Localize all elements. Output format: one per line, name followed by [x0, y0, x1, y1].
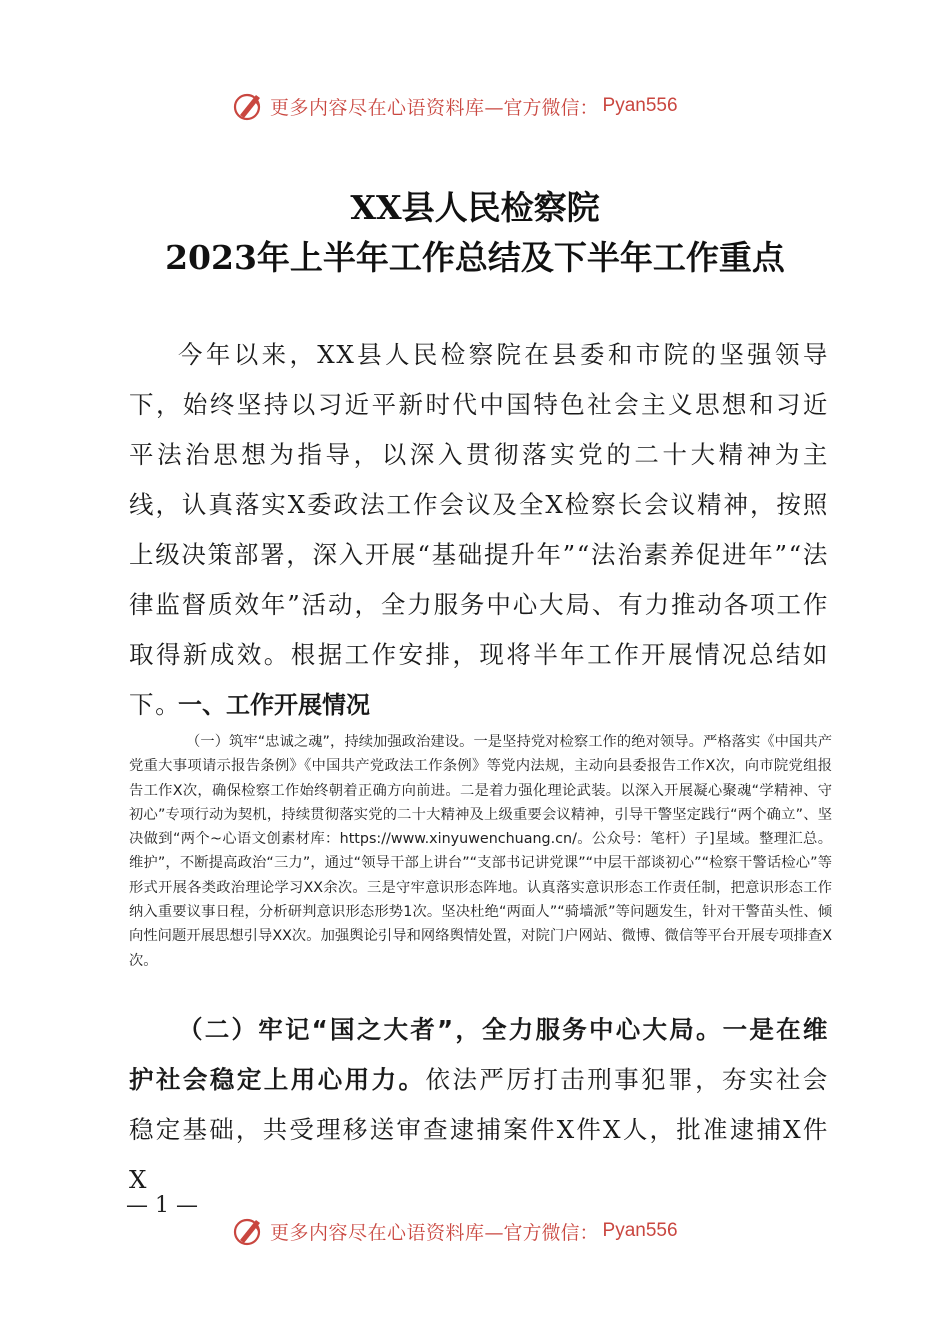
watermark-tail: —官方微信：	[484, 96, 599, 119]
watermark-text: 更多内容尽在心语资料库	[270, 96, 485, 119]
paragraph-2-bold-lead: （二）牢记“国之大者”，全力服务中心大局。一是在维护社会稳定上用心用力。	[129, 1015, 829, 1094]
watermark-wechat-id: Pyan556	[602, 95, 678, 116]
document-title-line1: XX县人民检察院	[350, 188, 600, 227]
section-paragraph-1: （一）筑牢“忠诚之魂”，持续加强政治建设。一是坚持党对检察工作的绝对领导。严格落实《中国共产党重大事项请示报告条例》《中国共产党政法工作条例》等党内法规，主动向县委报告工作X次，向市院党组报告工作X次，确保检察工作始终朝着正确方向前进。二是着力强化理论武装。以深入开展凝心聚魂“学精神、守初心”专项行动为契机，持续贯彻落实党的二十大精神及上级重要会议精神，引导干警坚定践行“两个确立”、坚决做到“两个~心语文创素材库：https://www.xinyuwenchuang.cn/。公众号：笔杆）子]星域。整理汇总。维护”，不断提高政治“三力”，通过“领导干部上讲台”“支部书记讲党课”“中层干部谈初心”“检察干警话检心”等形式开展各类政治理论学习XX余次。三是守牢意识形态阵地。认真落实意识形态工作责任制，把意识形态工作纳入重要议事日程，分析研判意识形态形势1次。坚决杜绝“两面人”“骑墙派”等问题发生，针对干警苗头性、倾向性问题开展思想引导XX次。加强舆论引导和网络舆情处置，对院门户网站、微博、微信等平台开展专项排查X次。	[129, 734, 832, 969]
watermark-top	[232, 88, 678, 124]
document-title-line2: 2023年上半年工作总结及下半年工作重点	[165, 238, 785, 277]
paragraph-2-body: 依法严厉打击刑事犯罪，夯实社会稳定基础，共受理移送审查逮捕案件X件X人，批准逮捕X件X	[129, 1065, 829, 1194]
pen-logo-icon	[232, 1214, 266, 1248]
section-heading: 一、工作开展情况	[178, 691, 370, 719]
page-number: — 1 —	[126, 1193, 198, 1218]
intro-paragraph: 今年以来，XX县人民检察院在县委和市院的坚强领导下，始终坚持以习近平新时代中国特色社会主义思想和习近平法治思想为指导，以深入贯彻落实党的二十大精神为主线，认真落实X委政法工作会议及全X检察长会议精神，按照上级决策部署，深入开展“基础提升年”“法治素养促进年”“法律监督质效年”活动，全力服务中心大局、有力推动各项工作取得新成效。根据工作安排，现将半年工作开展情况总结如下。	[129, 340, 829, 719]
watermark-tail: —官方微信：	[484, 1221, 599, 1244]
watermark-wechat-id: Pyan556	[602, 1220, 678, 1241]
watermark-text: 更多内容尽在心语资料库	[270, 1221, 485, 1244]
watermark-bottom	[232, 1213, 678, 1249]
pen-logo-icon	[232, 89, 266, 123]
section-paragraph-2	[129, 1005, 829, 1205]
